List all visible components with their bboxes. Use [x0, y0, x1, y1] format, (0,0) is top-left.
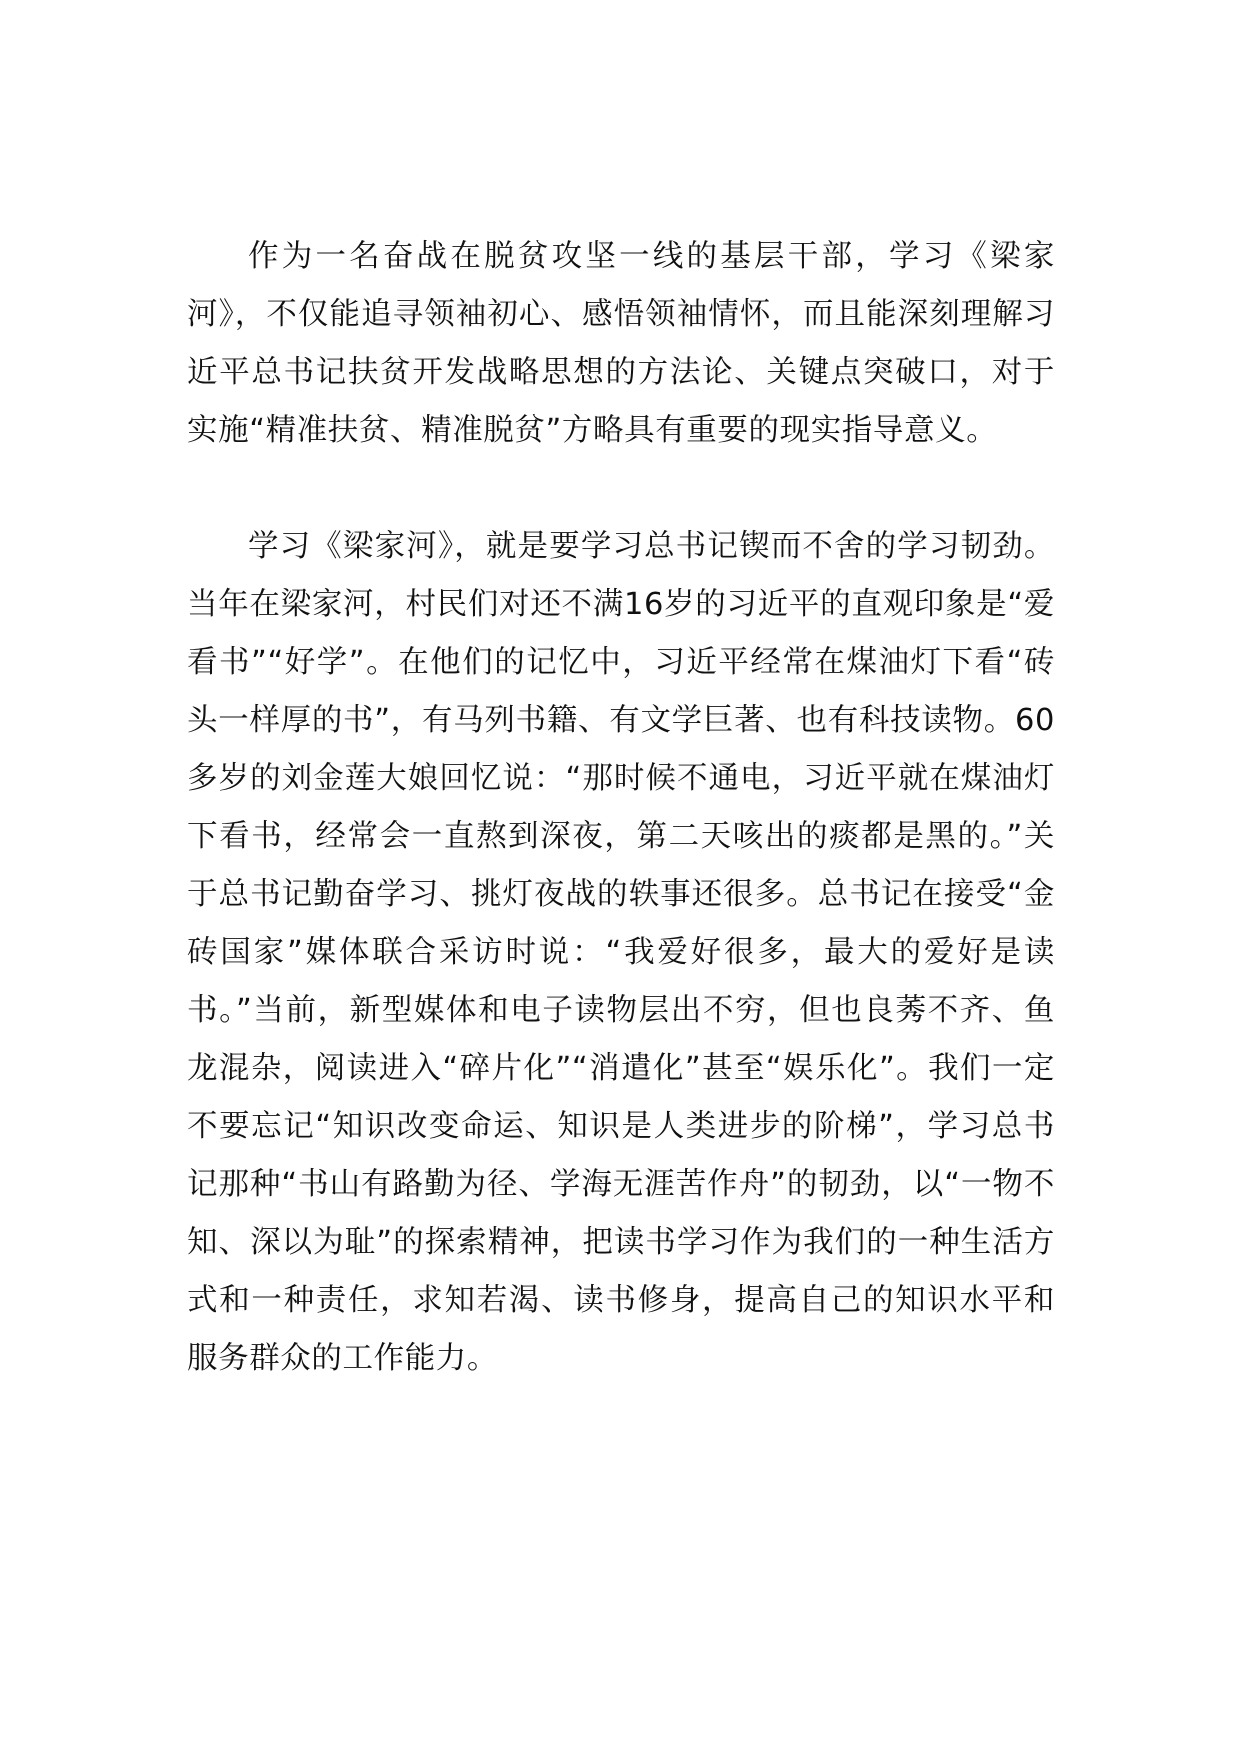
- paragraph-intro: 作为一名奋战在脱贫攻坚一线的基层干部，学习《梁家河》，不仅能追寻领袖初心、感悟领袖情怀，而且能深刻理解习近平总书记扶贫开发战略思想的方法论、关键点突破口，对于实施“精准扶贫、精准脱贫”方略具有重要的现实指导意义。: [187, 239, 1055, 448]
- document-body: [187, 228, 1055, 1388]
- paragraph-study-tenacity: 学习《梁家河》，就是要学习总书记锲而不舍的学习韧劲。当年在梁家河，村民们对还不满16岁的习近平的直观印象是“爱看书”“好学”。在他们的记忆中，习近平经常在煤油灯下看“砖头一样厚的书”，有马列书籍、有文学巨著、也有科技读物。60多岁的刘金莲大娘回忆说：“那时候不通电，习近平就在煤油灯下看书，经常会一直熬到深夜，第二天咳出的痰都是黑的。”关于总书记勤奋学习、挑灯夜战的轶事还很多。总书记在接受“金砖国家”媒体联合采访时说：“我爱好很多，最大的爱好是读书。”当前，新型媒体和电子读物层出不穷，但也良莠不齐、鱼龙混杂，阅读进入“碎片化”“消遣化”甚至“娱乐化”。我们一定不要忘记“知识改变命运、知识是人类进步的阶梯”，学习总书记那种“书山有路勤为径、学海无涯苦作舟”的韧劲，以“一物不知、深以为耻”的探索精神，把读书学习作为我们的一种生活方式和一种责任，求知若渴、读书修身，提高自己的知识水平和服务群众的工作能力。: [187, 529, 1055, 1376]
